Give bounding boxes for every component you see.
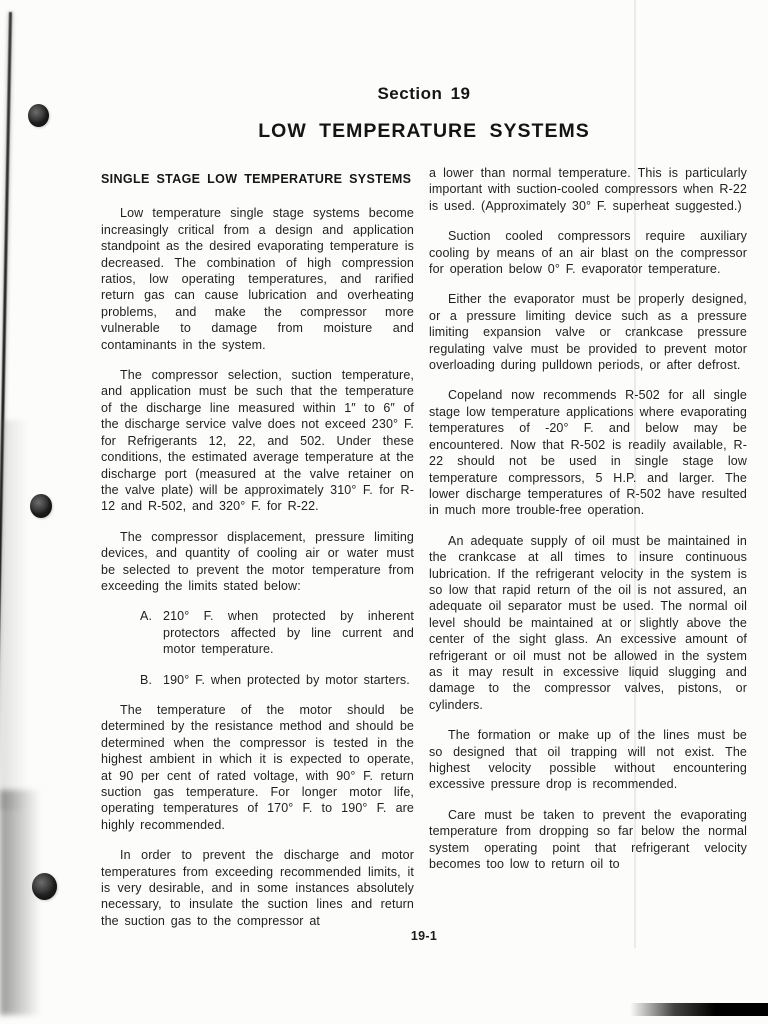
paragraph: In order to prevent the discharge and motor temperatures from exceeding recommended limits, it is very desirable, and in some instances absolutely necessary, to insulate the suction lines and return the suction gas to the compressor at — [101, 848, 414, 928]
page-number: 19-1 — [410, 929, 438, 943]
list-item-b — [101, 672, 414, 688]
left-column — [101, 171, 414, 943]
paragraph: Care must be taken to prevent the evaporating temperature from dropping so far below the normal system operating point that refrigerant velocity becomes too low to return oil to — [429, 807, 747, 872]
list-text-b: 190° F. when protected by motor starters. — [163, 672, 410, 687]
page-title: LOW TEMPERATURE SYSTEMS — [258, 120, 590, 142]
list-item-a — [101, 608, 414, 657]
paragraph: Copeland now recommends R-502 for all single stage low temperature applications where evaporating temperatures of -20° F. and below may be encountered. Now that R-502 is readily available, R-22 should not be used in single stage low temperature compressors, 5 H.P. and larger. The lower discharge temperatures of R-502 have resulted in much more trouble-free operation. — [429, 388, 747, 518]
paragraph-continuation: a lower than normal temperature. This is particularly important with suction-cooled compressors when R-22 is used. (Approximately 30° F. superheat suggested.) — [429, 166, 747, 213]
list-marker-a: A. — [140, 609, 153, 624]
section-label: Section 19 — [377, 84, 471, 103]
left-column-heading: SINGLE STAGE LOW TEMPERATURE SYSTEMS — [101, 172, 412, 186]
list-marker-b: B. — [140, 672, 153, 687]
paragraph: The temperature of the motor should be determined by the resistance method and should be determined when the compressor is tested in the highest ambient in which it is expected to operate, at 90 per cent of rated voltage, with 90° F. return suction gas temperature. For longer motor life, operating temperatures of 170° F. to 190° F. are highly recommended. — [101, 702, 414, 832]
paragraph: Suction cooled compressors require auxiliary cooling by means of an air blast on the compressor for operation below 0° F. evaporator temperature. — [429, 229, 747, 277]
paragraph: Low temperature single stage systems become increasingly critical from a design and application standpoint as the desired evaporating temperature is decreased. The combination of high compression ratios, low operating temperatures, and rarified return gas can cause lubrication and overheating problems, and make the compressor more vulnerable to damage from moisture and contaminants in the system. — [101, 206, 414, 352]
paragraph: Either the evaporator must be properly designed, or a pressure limiting device such as a pressure limiting expansion valve or crankcase pressure regulating valve must be provided to prevent motor overloading during pulldown periods, or after defrost. — [429, 292, 747, 373]
paragraph: The formation or make up of the lines must be so designed that oil trapping will not exist. The highest velocity possible without encountering excessive pressure drop is recommended. — [429, 728, 747, 792]
paragraph: An adequate supply of oil must be maintained in the crankcase at all times to insure continuous lubrication. If the refrigerant velocity in the system is so low that rapid return of the oil is not assured, an adequate oil separator must be used. The normal oil level should be maintained at or slightly above the center of the sight glass. An excessive amount of refrigerant or oil must not be allowed in the system as it may result in excessive liquid slugging and damage to the compressor valves, pistons, or cylinders. — [429, 533, 747, 712]
right-column — [429, 165, 747, 886]
paragraph: The compressor selection, suction temperature, and application must be such that the temperature of the discharge line measured within 1″ to 6″ of the discharge service valve does not exceed 230° F. for Refrigerants 12, 22, and 502. Under these conditions, the estimated average temperature at the discharge port (measured at the valve retainer on the valve plate) will be approximately 310° F. for R-12 and R-502, and 320° F. for R-22. — [101, 368, 414, 514]
list-text-a: 210° F. when protected by inherent protectors affected by line current and motor temperature. — [163, 609, 414, 657]
paragraph: The compressor displacement, pressure limiting devices, and quantity of cooling air or water must be selected to prevent the motor temperature from exceeding the limits stated below: — [101, 529, 414, 593]
